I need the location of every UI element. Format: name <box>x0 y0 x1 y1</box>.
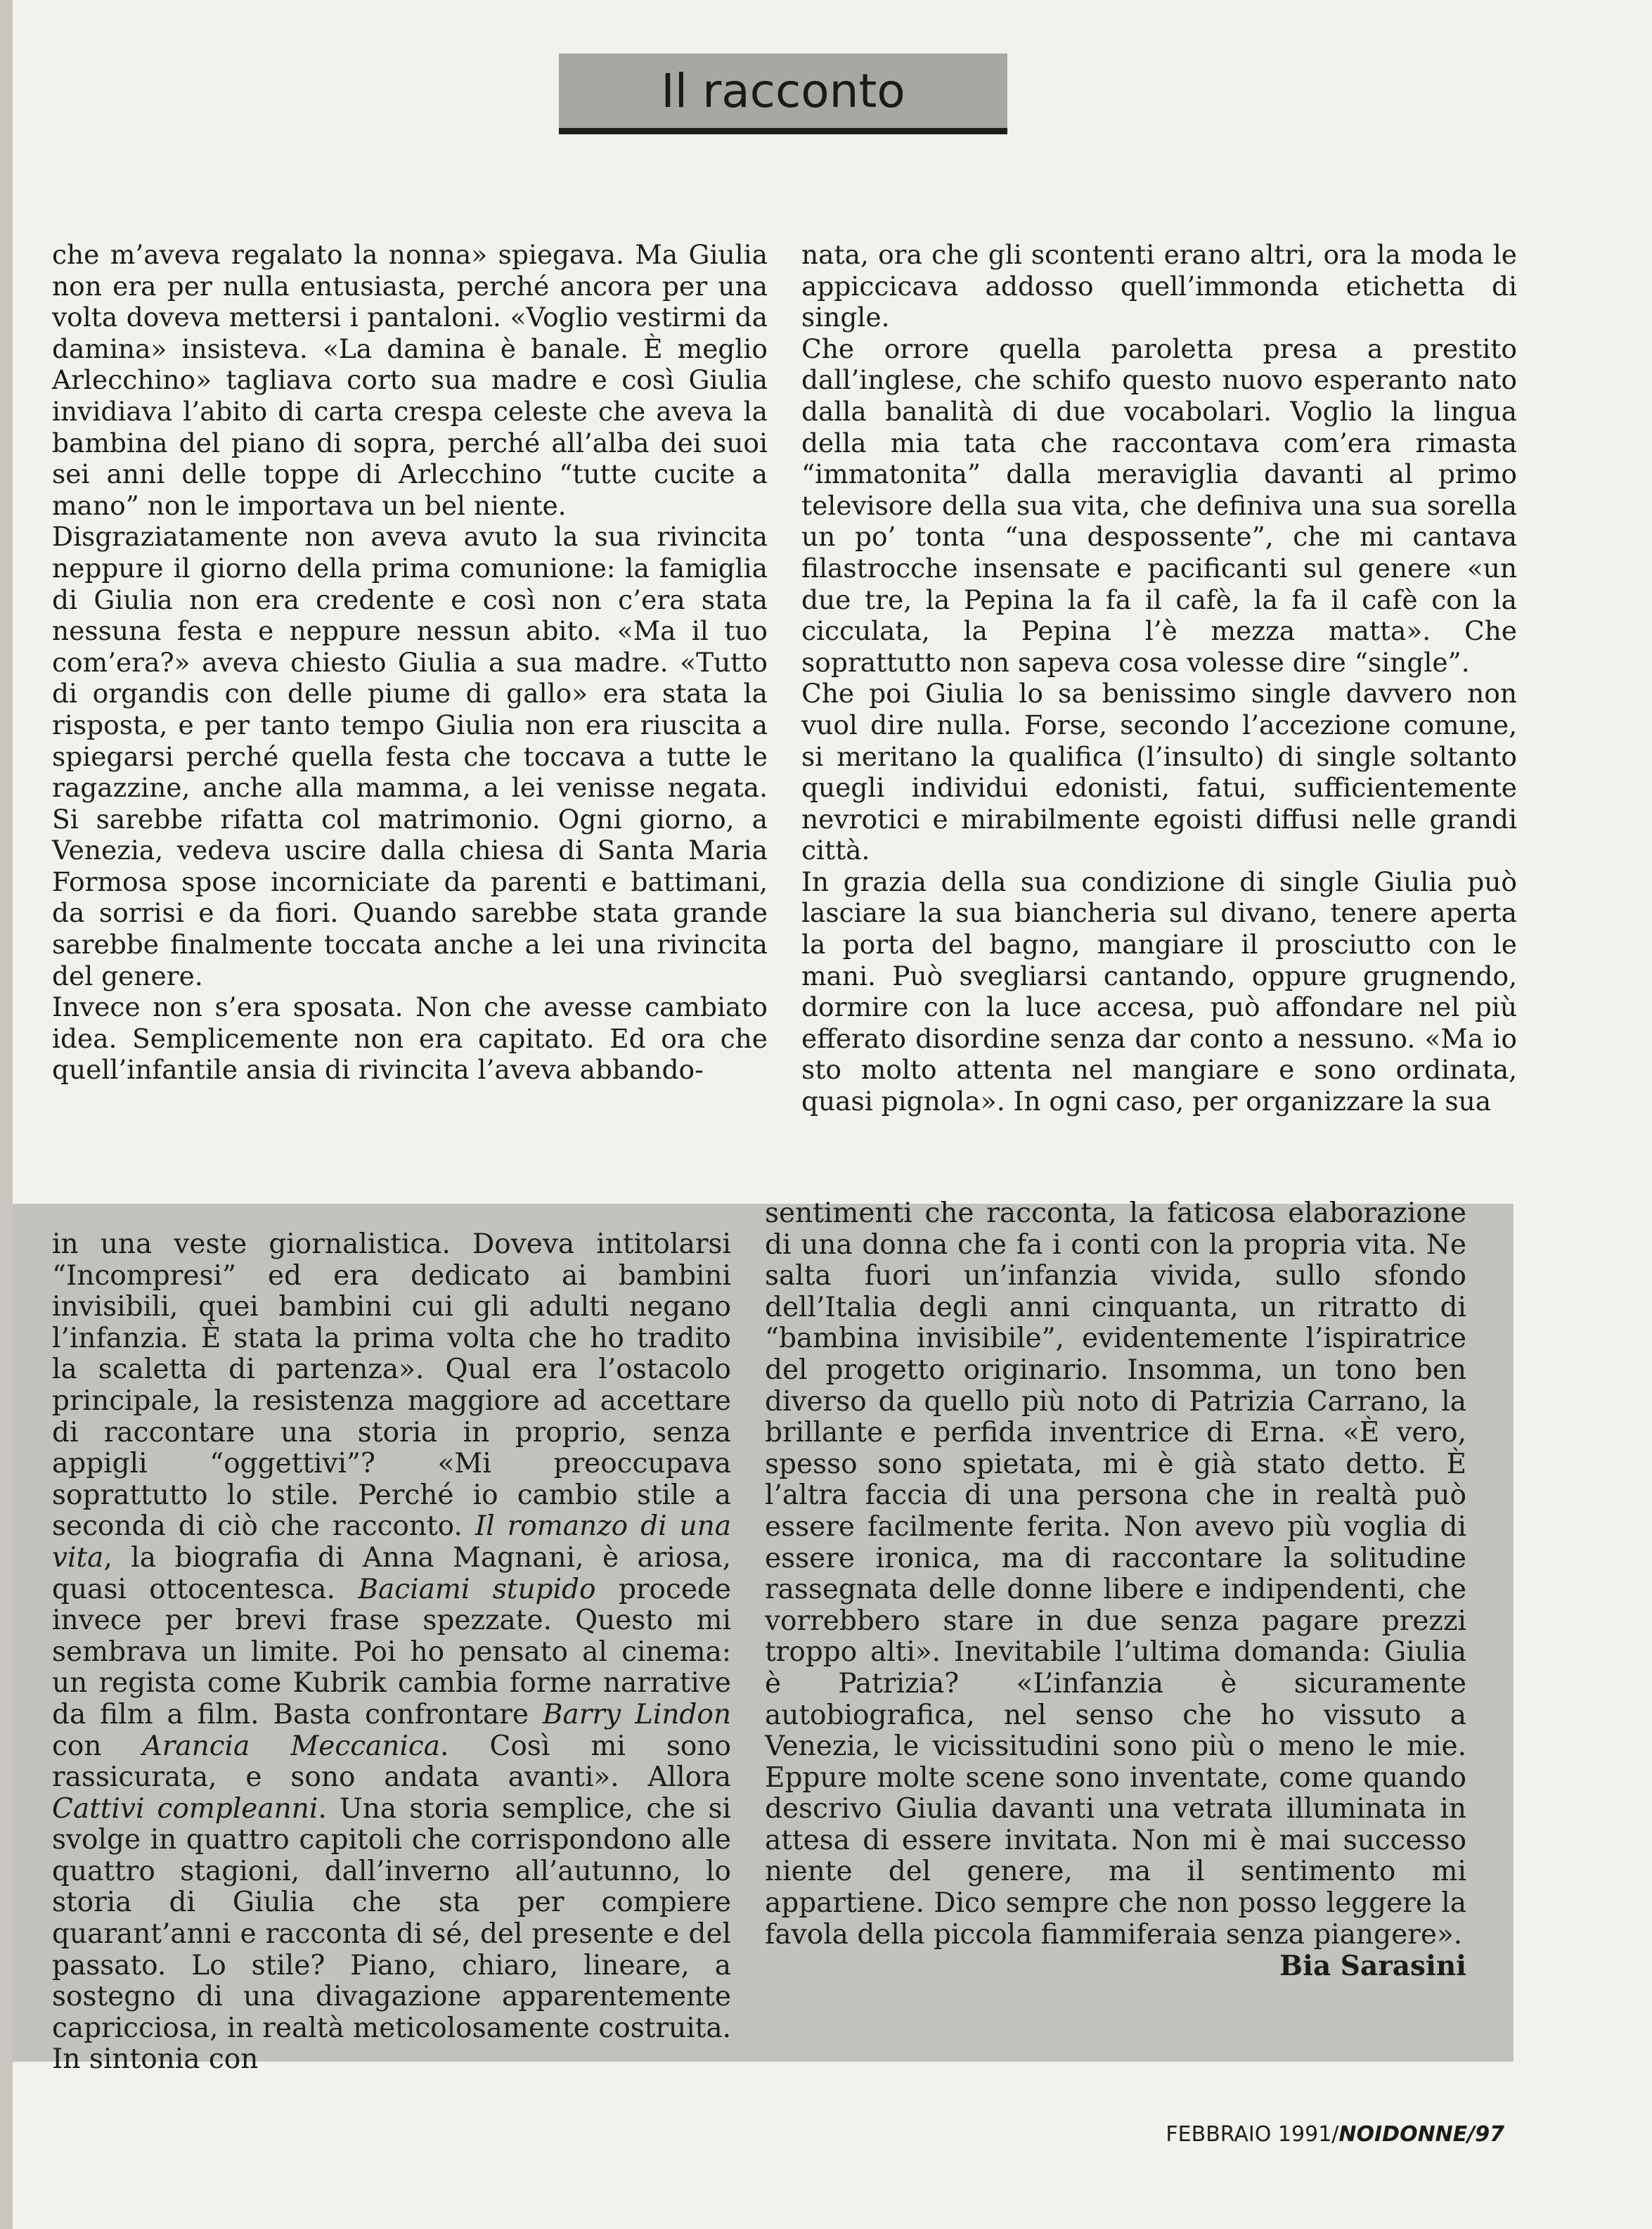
paragraph: In grazia della sua condizione di single Giulia può lasciare la sua biancheria sul divano, tenere aperta la porta del bagno, mangiare il prosciutto con le mani. Può svegliarsi cantando, oppure grugnendo, dormire con la luce accesa, può affondare nel più efferato disordine senza dar conto a nessuno. «Ma io sto molto attenta nel mangiare e sono ordinata, quasi pignola». In ogni caso, per organizzare la sua <box>801 866 1517 1117</box>
paragraph: nata, ora che gli scontenti erano altri, ora la moda le appiccicava addosso quell’immonda etichetta di single. <box>801 239 1517 333</box>
paragraph: che m’aveva regalato la nonna» spiegava. Ma Giulia non era per nulla entusiasta, perché ancora per una volta doveva mettersi i pantaloni. «Voglio vestirmi da damina» insisteva. «La damina è banale. È meglio Arlecchino» tagliava corto sua madre e così Giulia invidiava l’abito di carta crespa celeste che aveva la bambina del piano di sopra, perché all’alba dei suoi sei anni delle toppe di Arlecchino “tutte cucite a mano” non le importava un bel niente. <box>52 239 768 521</box>
film-title: Barry Lindon <box>542 1698 731 1730</box>
book-title: Cattivi compleanni <box>52 1792 318 1825</box>
article-column-right <box>801 239 1517 1117</box>
issue-date: FEBBRAIO 1991/ <box>1166 2122 1339 2147</box>
review-column-left <box>52 1229 731 2076</box>
film-title: Arancia Meccanica <box>142 1730 440 1762</box>
paragraph: Che orrore quella paroletta presa a prestito dall’inglese, che schifo questo nuovo esperanto nato dalla banalità di due vocabolari. Voglio la lingua della mia tata che raccontava com’era rimasta “immatonita” dalla meraviglia davanti al primo televisore della sua vita, che definiva una sua sorella un po’ tonta “una despossente”, che mi cantava filastrocche insensate e pacificanti sul genere «un due tre, la Pepina la fa il cafè, la fa il cafè con la cicculata, la Pepina l’è mezza matta». Che soprattutto non sapeva cosa volesse dire “single”. <box>801 333 1517 678</box>
paragraph: in una veste giornalistica. Doveva intitolarsi “Incompresi” ed era dedicato ai bambini invisibili, quei bambini cui gli adulti negano l’infanzia. È stata la prima volta che ho tradito la scaletta di partenza». Qual era l’ostacolo principale, la resistenza maggiore ad accettare di raccontare una storia in proprio, senza appigli “oggettivi”? «Mi preoccupava soprattutto lo stile. Perché io cambio stile a seconda di ciò che racconto. Il romanzo di una vita, la biografia di Anna Magnani, è ariosa, quasi ottocentesca. Baciami stupido procede invece per brevi frase spezzate. Questo mi sembrava un limite. Poi ho pensato al cinema: un regista come Kubrik cambia forme narrative da film a film. Basta confrontare Barry Lindon con Arancia Meccanica. Così mi sono rassicurata, e sono andata avanti». Allora Cattivi compleanni. Una storia semplice, che si svolge in quattro capitoli che corrispondono alle quattro stagioni, dall’inverno all’autunno, lo storia di Giulia che sta per compiere quarant’anni e racconta di sé, del presente e del passato. Lo stile? Piano, chiaro, lineare, a sostegno di una divagazione apparentemente capricciosa, in realtà meticolosamente costruita. In sintonia con <box>52 1228 731 2076</box>
page-footer <box>1166 2122 1504 2147</box>
review-column-right <box>765 1198 1466 1982</box>
book-title: Il romanzo di una vita <box>52 1510 731 1574</box>
page-number: /97 <box>1467 2122 1504 2147</box>
paragraph: Disgraziatamente non aveva avuto la sua rivincita neppure il giorno della prima comunione: la famiglia di Giulia non era credente e così non c’era stata nessuna festa e neppure nessun abito. «Ma il tuo com’era?» aveva chiesto Giulia a sua madre. «Tutto di organdis con delle piume di gallo» era stata la risposta, e per tanto tempo Giulia non era riuscita a spiegarsi perché quella festa che toccava a tutte le ragazzine, anche alla mamma, a lei venisse negata. Si sarebbe rifatta col matrimonio. Ogni giorno, a Venezia, vedeva uscire dalla chiesa di Santa Maria Formosa spose incorniciate da parenti e battimani, da sorrisi e da fiori. Quando sarebbe stata grande sarebbe finalmente toccata anche a lei una rivincita del genere. <box>52 521 768 991</box>
magazine-name: NOIDONNE <box>1338 2122 1468 2147</box>
author-byline: Bia Sarasini <box>1279 1950 1466 1983</box>
paragraph: sentimenti che racconta, la faticosa elaborazione di una donna che fa i conti con la propria vita. Ne salta fuori un’infanzia vivida, sullo sfondo dell’Italia degli anni cinquanta, un ritratto di “bambina invisibile”, evidentemente l’ispiratrice del progetto originario. Insomma, un tono ben diverso da quello più noto di Patrizia Carrano, la brillante e perfida inventrice di Erna. «È vero, spesso sono spietata, mi è già stato detto. È l’altra faccia di una persona che in realtà può essere facilmente ferita. Non avevo più voglia di essere ironica, ma di raccontare la solitudine rassegnata delle donne libere e indipendenti, che vorrebbero stare in due senza pagare prezzi troppo alti». Inevitabile l’ultima domanda: Giulia è Patrizia? «L’infanzia è sicuramente autobiografica, nel senso che ho vissuto a Venezia, le vicissitudini sono più o meno le mie. Eppure molte scene sono inventate, come quando descrivo Giulia davanti una vetrata illuminata in attesa di essere invitata. Non mi è mai successo niente del genere, ma il sentimento mi appartiene. Dico sempre che non posso leggere la favola della piccola fiammiferaia senza piangere». <box>765 1197 1466 1951</box>
paragraph: Invece non s’era sposata. Non che avesse cambiato idea. Semplicemente non era capitato. Ed ora che quell’infantile ansia di rivincita l’aveva abbando- <box>52 991 768 1086</box>
section-title: Il racconto <box>559 53 1007 134</box>
article-column-left <box>52 239 768 1086</box>
book-title: Baciami stupido <box>358 1573 596 1605</box>
paragraph: Che poi Giulia lo sa benissimo single davvero non vuol dire nulla. Forse, secondo l’accezione comune, si meritano la qualifica (l’insulto) di single soltanto quegli individui edonisti, fatui, sufficientemente nevrotici e mirabilmente egoisti diffusi nelle grandi città. <box>801 678 1517 866</box>
page-gutter-shadow <box>0 0 13 2229</box>
